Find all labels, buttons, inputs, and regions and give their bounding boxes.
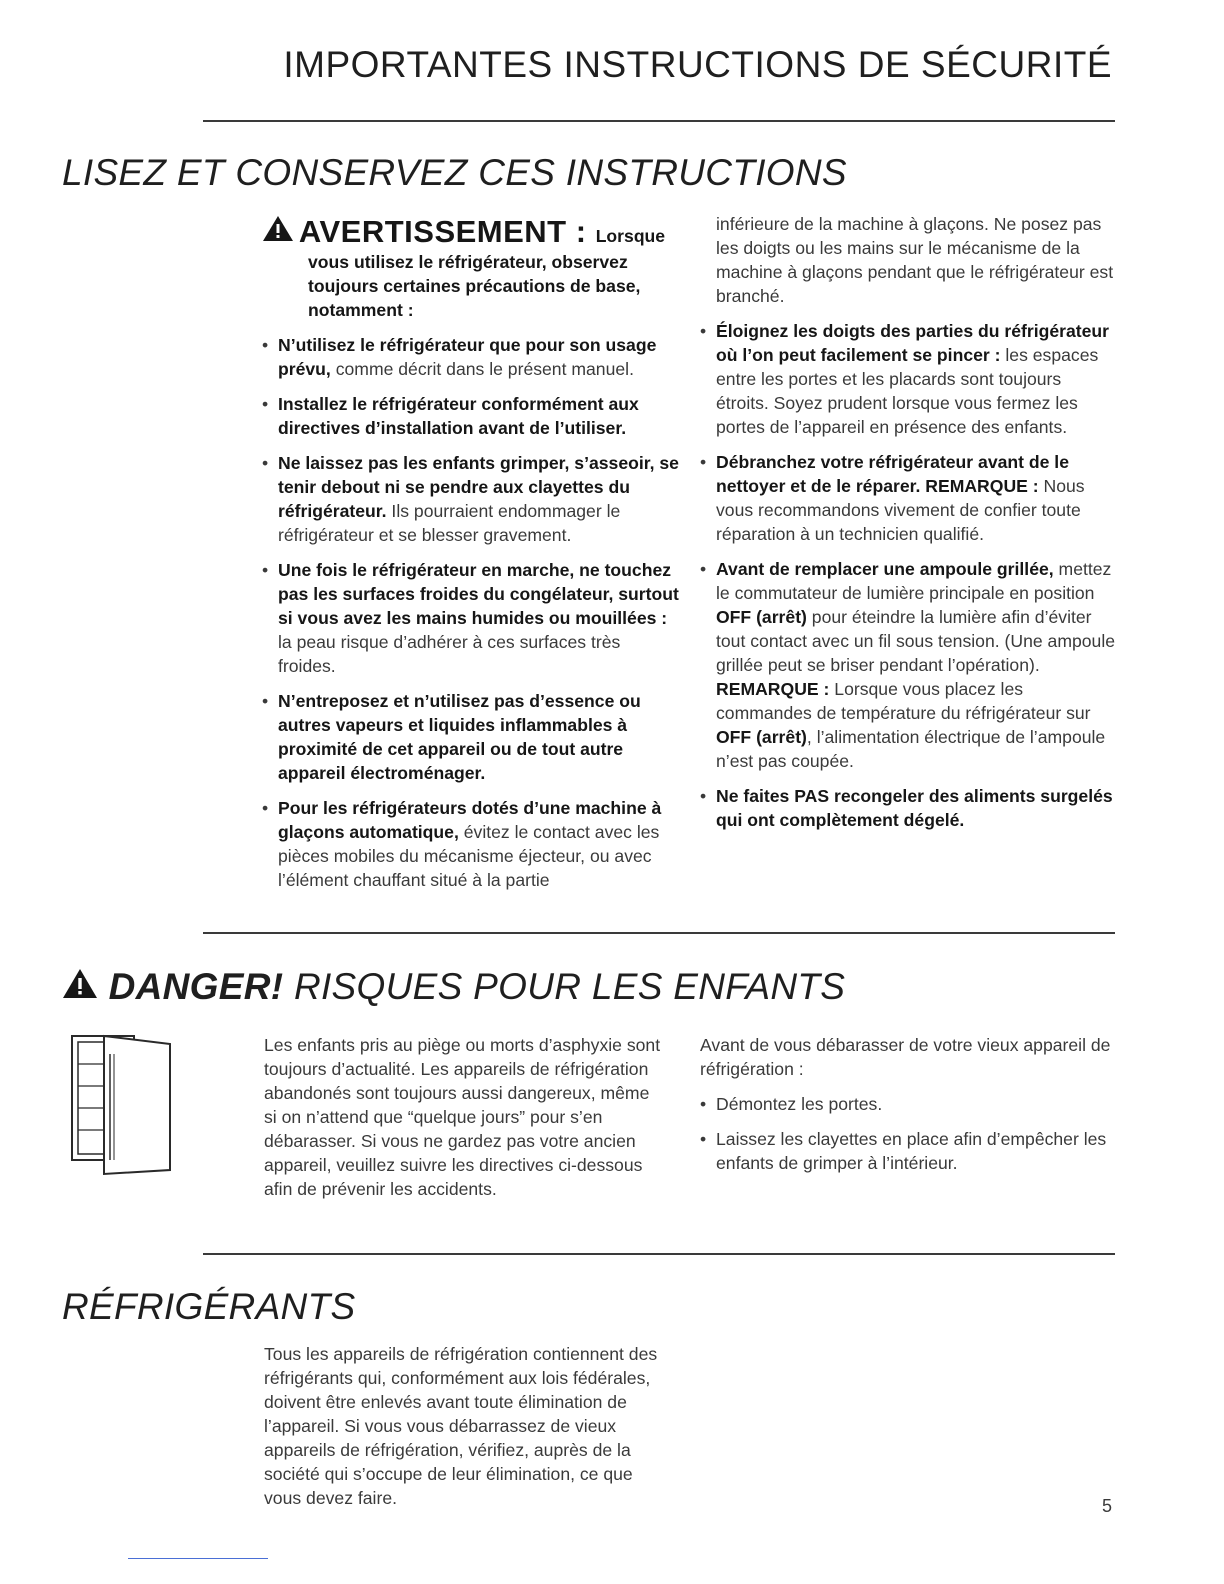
- section-title-refrigerants: RÉFRIGÉRANTS: [62, 1286, 356, 1327]
- danger-text-right: [700, 1033, 1116, 1175]
- divider: [203, 1253, 1115, 1255]
- list-item: • Ne laissez pas les enfants grimper, s’asseoir, se tenir debout ni se pendre aux clayettes du réfrigérateur. Ils pourraient endommager le réfrigérateur et se blesser gravement.: [262, 451, 682, 547]
- list-item: • Laissez les clayettes en place afin d’empêcher les enfants de grimper à l’intérieur.: [700, 1127, 1116, 1175]
- danger-label: DANGER!: [108, 966, 284, 1007]
- warning-lead: Lorsque: [595, 226, 666, 246]
- danger-triangle-icon: [62, 967, 98, 999]
- list-item: • Avant de remplacer une ampoule grillée, mettez le commutateur de lumière principale en position OFF (arrêt) pour éteindre la lumière afin d’éviter tout contact avec un fil sous tension. (Une ampoule grillée peut se briser pendant l’opération). REMARQUE : Lorsque vous placez les commandes de température du réfrigérateur sur OFF (arrêt), l’alimentation électrique de l’ampoule n’est pas coupée.: [700, 557, 1116, 773]
- danger-intro: Avant de vous débarasser de votre vieux appareil de réfrigération :: [700, 1035, 1111, 1079]
- warning-word: AVERTISSEMENT: [298, 214, 567, 249]
- list-item: • Installez le réfrigérateur conformément aux directives d’installation avant de l’utiliser.: [262, 392, 682, 440]
- page-header-title: IMPORTANTES INSTRUCTIONS DE SÉCURITÉ: [283, 44, 1112, 85]
- list-item: • Éloignez les doigts des parties du réfrigérateur où l’on peut facilement se pincer : les espaces entre les portes et les placards sont toujours étroits. Soyez prudent lorsque vous fermez les portes de l’appareil en présence des enfants.: [700, 319, 1116, 439]
- footer-line: [128, 1558, 268, 1559]
- list-item: • N’entreposez et n’utilisez pas d’essence ou autres vapeurs et liquides inflammables à proximité de cet appareil ou de tout autre appareil électroménager.: [262, 689, 682, 785]
- refrigerator-illustration-icon: [70, 1034, 174, 1176]
- page-number: 5: [1101, 1496, 1112, 1516]
- list-item: • Pour les réfrigérateurs dotés d’une machine à glaçons automatique, évitez le contact avec les pièces mobiles du mécanisme éjecteur, ou avec l’élément chauffant situé à la partie: [262, 796, 682, 892]
- warning-heading: AVERTISSEMENT : Lorsque vous utilisez le réfrigérateur, observez toujours certaines précautions de base, notamment :: [262, 214, 682, 322]
- list-item: • Une fois le réfrigérateur en marche, ne touchez pas les surfaces froides du congélateur, surtout si vous avez les mains humides ou mouillées : la peau risque d’adhérer à ces surfaces très froides.: [262, 558, 682, 678]
- continuation-text: inférieure de la machine à glaçons. Ne posez pas les doigts ou les mains sur le mécanisme de la machine à glaçons pendant que le réfrigérateur est branché.: [716, 214, 1114, 306]
- list-item: • Débranchez votre réfrigérateur avant de le nettoyer et de le réparer. REMARQUE : Nous vous recommandons vivement de confier toute réparation à un technicien qualifié.: [700, 450, 1116, 546]
- warning-column-left: [262, 214, 682, 892]
- list-item: • Ne faites PAS recongeler des aliments surgelés qui ont complètement dégelé.: [700, 784, 1116, 832]
- section-title-instructions: LISEZ ET CONSERVEZ CES INSTRUCTIONS: [62, 152, 847, 193]
- list-item: • Démontez les portes.: [700, 1092, 1116, 1116]
- danger-title: RISQUES POUR LES ENFANTS: [283, 966, 846, 1007]
- divider: [203, 932, 1115, 934]
- warning-column-right: [700, 212, 1116, 832]
- warning-triangle-icon: [262, 214, 294, 242]
- warning-continuation: vous utilisez le réfrigérateur, observez toujours certaines précautions de base, notamment :: [308, 252, 641, 320]
- divider: [203, 120, 1115, 122]
- list-item: • N’utilisez le réfrigérateur que pour son usage prévu, comme décrit dans le présent manuel.: [262, 333, 682, 381]
- refrigerants-text: Tous les appareils de réfrigération contiennent des réfrigérants qui, conformément aux lois fédérales, doivent être enlevés avant toute élimination de l’appareil. Si vous vous débarrassez de vieux appareils de réfrigération, vérifiez, auprès de la société qui s’occupe de leur élimination, ce que vous devez faire.: [264, 1344, 658, 1508]
- section-title-danger: [62, 966, 845, 1008]
- danger-text-left: Les enfants pris au piège ou morts d’asphyxie sont toujours d’actualité. Les appareils de réfrigération abandonés sont toujours aussi dangereux, même si on n’attend que “quelque jours” pour s’en débarasser. Si vous ne gardez pas votre ancien appareil, veuillez suivre les directives ci-dessous afin de prévenir les accidents.: [264, 1035, 661, 1199]
